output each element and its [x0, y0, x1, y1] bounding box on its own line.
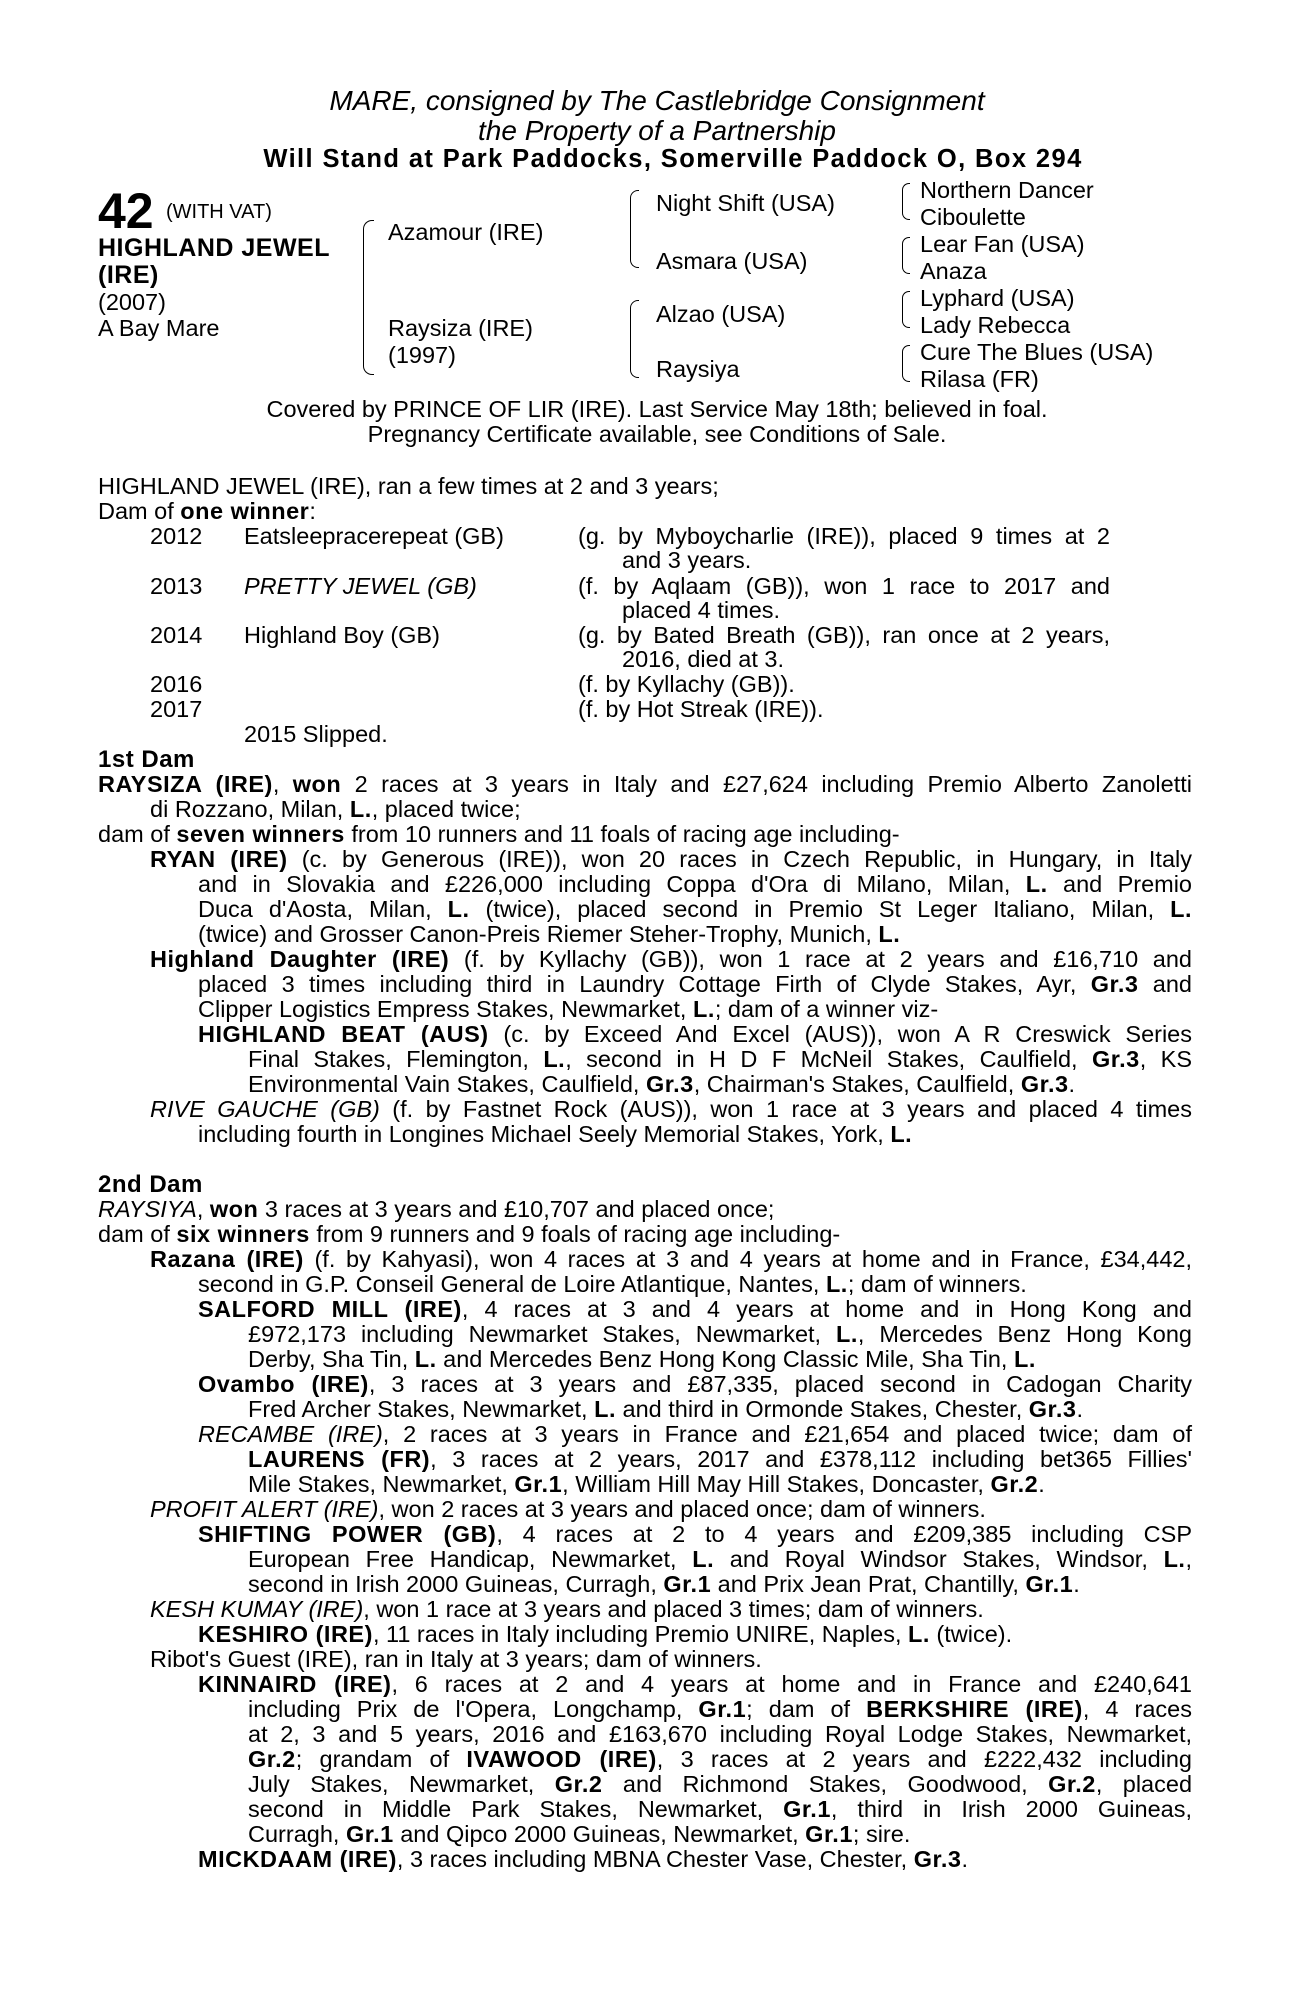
grade: L.: [825, 1271, 848, 1297]
t: .: [961, 1846, 968, 1872]
t: ; grandam of: [295, 1746, 467, 1772]
t: Final Stakes, Flemington,: [248, 1046, 544, 1072]
produce-year: 2013: [150, 573, 203, 599]
grade: Gr.2: [554, 1771, 603, 1797]
pedigree-bracket-main: [363, 220, 374, 375]
horse-name: RECAMBE (IRE): [198, 1421, 383, 1447]
horse-name: KESHIRO (IRE): [198, 1621, 373, 1647]
produce-year: 2017: [150, 696, 203, 722]
first-dam-heading: 1st Dam: [98, 746, 195, 773]
first-dam-line: [150, 847, 1192, 873]
t: July Stakes, Newmarket,: [248, 1771, 555, 1797]
second-dam-line: [198, 1847, 968, 1873]
t: including Prix de l'Opera, Longchamp,: [248, 1696, 699, 1722]
grade: Gr.1: [783, 1796, 831, 1822]
t: dam of: [98, 821, 177, 847]
grade: L.: [1025, 871, 1048, 897]
grade: L.: [836, 1321, 858, 1347]
t: ; dam of a winner viz-: [714, 996, 939, 1022]
second-dam-heading: 2nd Dam: [98, 1171, 203, 1198]
t: and: [1138, 971, 1192, 997]
second-dam-line: [198, 1672, 1192, 1698]
t: , Mercedes Benz Hong Kong: [857, 1321, 1192, 1347]
t: , 6 races at 2 and 4 years at home and in France and £240,641: [391, 1671, 1192, 1697]
grade: L.: [878, 921, 901, 947]
t: second in Middle Park Stakes, Newmarket,: [248, 1796, 784, 1822]
produce-intro: HIGHLAND JEWEL (IRE), ran a few times at 2 and 3 years;: [98, 473, 719, 499]
t: placed 3 times including third in Laundry Cottage Firth of Clyde Stakes, Ayr,: [198, 971, 1091, 997]
grade: L.: [908, 1621, 930, 1647]
t: (f. by Kahyasi), won 4 races at 3 and 4 years at home and in France, £34,442,: [303, 1246, 1192, 1272]
second-dam-line: [150, 1247, 1192, 1273]
horse-name: IVAWOOD (IRE): [466, 1746, 657, 1772]
grade: L.: [692, 1546, 715, 1572]
t: , 3 races including MBNA Chester Vase, Chester,: [396, 1846, 914, 1872]
t: , 3 races at 2 years, 2017 and £378,112 including bet365 Fillies': [430, 1446, 1192, 1472]
dam-of-colon: :: [309, 498, 316, 524]
t: di Rozzano, Milan,: [150, 796, 350, 822]
dam-year: (1997): [388, 342, 456, 368]
first-dam-line: [98, 772, 1192, 798]
sire-dam-sire: Lear Fan (USA): [920, 231, 1085, 257]
dam: Raysiza (IRE): [388, 315, 533, 341]
second-dam-line: [98, 1197, 774, 1223]
t: .: [1038, 1471, 1045, 1497]
t: (twice) and Grosser Canon-Preis Riemer Steher-Trophy, Munich,: [198, 921, 879, 947]
sire-sire-sire: Northern Dancer: [920, 177, 1094, 203]
stand-line: Will Stand at Park Paddocks, Somerville Paddock O, Box 294: [263, 145, 1083, 173]
horse-name: Ovambo (IRE): [198, 1371, 369, 1397]
t: second in Irish 2000 Guineas, Curragh,: [248, 1571, 664, 1597]
horse-name: Razana (IRE): [150, 1246, 304, 1272]
property-line: the Property of a Partnership: [478, 115, 836, 146]
pedigree-bracket-sire: [630, 190, 639, 268]
t: ,: [196, 1196, 210, 1222]
t: including fourth in Longines Michael Seely Memorial Stakes, York,: [198, 1121, 891, 1147]
t: , third in Irish 2000 Guineas,: [830, 1796, 1192, 1822]
first-dam-line: [198, 997, 938, 1023]
t: (f. by Kyllachy (GB)), won 1 race at 2 years and £16,710 and: [449, 946, 1193, 972]
grade: L.: [594, 1396, 616, 1422]
second-dam-line: [248, 1822, 910, 1848]
t: .: [1068, 1071, 1076, 1097]
t: Mile Stakes, Newmarket,: [248, 1471, 515, 1497]
horse-name: BERKSHIRE (IRE): [866, 1696, 1083, 1722]
t: Environmental Vain Stakes, Caulfield,: [248, 1071, 646, 1097]
dam-of-line: [98, 499, 316, 525]
sire-sire: Night Shift (USA): [656, 190, 835, 216]
t: , placed twice;: [371, 796, 521, 822]
horse-name: RYAN (IRE): [150, 846, 288, 872]
sire-sire-dam: Ciboulette: [920, 204, 1026, 230]
first-dam-line: [150, 1097, 1192, 1123]
won-label: won: [292, 771, 342, 797]
grade: Gr.1: [1025, 1571, 1074, 1597]
dam-sire-dam: Lady Rebecca: [920, 312, 1071, 338]
grade: Gr.2: [990, 1471, 1039, 1497]
t: and Premio: [1047, 871, 1192, 897]
t: , 3 races at 2 years and £222,432 including: [656, 1746, 1192, 1772]
first-dam-line: [98, 822, 900, 848]
second-dam-line: [248, 1747, 1192, 1773]
grade: L.: [447, 896, 470, 922]
winner-count: seven winners: [176, 821, 345, 847]
second-dam-line: [248, 1447, 1192, 1473]
t: (twice), placed second in Premio St Leger Italiano, Milan,: [469, 896, 1171, 922]
second-dam-line: [198, 1522, 1192, 1548]
horse-name: PROFIT ALERT (IRE): [150, 1496, 379, 1522]
second-dam-line: [248, 1322, 1192, 1348]
first-dam-line: [248, 1047, 1192, 1073]
second-dam-line: [198, 1297, 1192, 1323]
t: dam of: [98, 1221, 177, 1247]
t: 3 races at 3 years and £10,707 and placed once;: [258, 1196, 775, 1222]
t: and Qipco 2000 Guineas, Newmarket,: [393, 1821, 806, 1847]
t: .: [1073, 1571, 1080, 1597]
grade: L.: [349, 796, 372, 822]
t: £972,173 including Newmarket Stakes, Newmarket,: [248, 1321, 837, 1347]
t: ; dam of winners.: [847, 1271, 1027, 1297]
second-dam-line: Ribot's Guest (IRE), ran in Italy at 3 years; dam of winners.: [150, 1646, 762, 1672]
t: ,: [1185, 1546, 1192, 1572]
t: , won 2 races at 3 years and placed once; dam of winners.: [378, 1496, 986, 1522]
t: .: [1076, 1396, 1084, 1422]
dam-dam-dam: Rilasa (FR): [920, 366, 1039, 392]
horse-country: (IRE): [98, 261, 159, 289]
t: Curragh,: [248, 1821, 346, 1847]
sire-dam: Asmara (USA): [656, 248, 808, 274]
produce-desc: (g. by Myboycharlie (IRE)), placed 9 times at 2: [578, 523, 1110, 549]
t: and Prix Jean Prat, Chantilly,: [711, 1571, 1026, 1597]
slipped-note: 2015 Slipped.: [244, 721, 388, 747]
second-dam-line: [198, 1422, 1192, 1448]
grade: Gr.3: [1091, 1046, 1140, 1072]
grade: Gr.1: [514, 1471, 563, 1497]
pedigree-bracket-g4: [902, 345, 910, 382]
t: (c. by Generous (IRE)), won 20 races in Czech Republic, in Hungary, in Italy: [287, 846, 1192, 872]
grade: Gr.1: [345, 1821, 394, 1847]
grade: Gr.1: [805, 1821, 853, 1847]
dam-dam: Raysiya: [656, 356, 740, 382]
produce-name: Eatsleepracerepeat (GB): [244, 523, 504, 549]
t: and Richmond Stakes, Goodwood,: [602, 1771, 1049, 1797]
second-dam-line: [248, 1547, 1192, 1573]
second-dam-line: [248, 1797, 1192, 1823]
pedigree-bracket-dam: [630, 300, 639, 378]
grade: L.: [414, 1346, 437, 1372]
grade: Gr.2: [1048, 1771, 1096, 1797]
first-dam-line: [150, 947, 1192, 973]
second-dam-line: [248, 1772, 1192, 1798]
pedigree-bracket-g1: [902, 183, 910, 220]
second-dam-line: [150, 1497, 986, 1523]
horse-name: LAURENS (FR): [248, 1446, 431, 1472]
grade: Gr.3: [645, 1071, 694, 1097]
dam-sire: Alzao (USA): [656, 301, 786, 327]
pedigree-bracket-g2: [902, 237, 910, 274]
first-dam-line: [150, 797, 521, 823]
t: Clipper Logistics Empress Stakes, Newmarket,: [198, 996, 693, 1022]
t: at 2, 3 and 5 years, 2016 and £163,670 including Royal Lodge Stakes, Newmarket,: [248, 1721, 1192, 1747]
first-dam-line: [198, 897, 1192, 923]
dam-dam-sire: Cure The Blues (USA): [920, 339, 1154, 365]
grade: Gr.3: [1020, 1071, 1069, 1097]
t: , second in H D F McNeil Stakes, Caulfield,: [565, 1046, 1092, 1072]
pregnancy-note: Pregnancy Certificate available, see Conditions of Sale.: [367, 421, 947, 447]
grade: L.: [692, 996, 715, 1022]
winner-count: six winners: [176, 1221, 310, 1247]
horse-name: SALFORD MILL (IRE): [198, 1296, 462, 1322]
second-dam-line: [248, 1572, 1080, 1598]
horse-name: MICKDAAM (IRE): [198, 1846, 397, 1872]
second-dam-line: [248, 1397, 1083, 1423]
produce-name: PRETTY JEWEL (GB): [244, 573, 477, 599]
horse-name: SHIFTING POWER (GB): [198, 1521, 497, 1547]
grade: Gr.2: [248, 1746, 296, 1772]
produce-desc-cont: placed 4 times.: [622, 597, 781, 623]
t: , William Hill May Hill Stakes, Doncaster,: [562, 1471, 991, 1497]
consignor-line: MARE, consigned by The Castlebridge Consignment: [329, 85, 985, 116]
t: , Chairman's Stakes, Caulfield,: [693, 1071, 1021, 1097]
grade: L.: [1014, 1346, 1036, 1372]
t: , 11 races in Italy including Premio UNIRE, Naples,: [372, 1621, 908, 1647]
t: and in Slovakia and £226,000 including Coppa d'Ora di Milano, Milan,: [198, 871, 1026, 897]
produce-year: 2016: [150, 671, 203, 697]
produce-name: Highland Boy (GB): [244, 622, 440, 648]
t: (twice).: [929, 1621, 1013, 1647]
t: Fred Archer Stakes, Newmarket,: [248, 1396, 595, 1422]
horse-description: A Bay Mare: [98, 315, 220, 341]
dam-name: RAYSIZA (IRE): [98, 771, 273, 797]
t: 2 races at 3 years in Italy and £27,624 including Premio Alberto Zanoletti: [341, 771, 1192, 797]
dam-of-text: Dam of: [98, 498, 181, 524]
t: Derby, Sha Tin,: [248, 1346, 415, 1372]
grade: Gr.3: [1028, 1396, 1077, 1422]
t: , 2 races at 3 years in France and £21,654 and placed twice; dam of: [382, 1421, 1192, 1447]
grade: L.: [1170, 896, 1192, 922]
sire: Azamour (IRE): [388, 219, 544, 245]
produce-desc: (f. by Aqlaam (GB)), won 1 race to 2017 and: [578, 573, 1110, 599]
produce-desc: (f. by Hot Streak (IRE)).: [578, 696, 824, 722]
first-dam-line: [198, 1022, 1192, 1048]
t: and Mercedes Benz Hong Kong Classic Mile, Sha Tin,: [436, 1346, 1014, 1372]
t: ,: [272, 771, 293, 797]
t: (c. by Exceed And Excel (AUS)), won A R Creswick Series: [488, 1021, 1193, 1047]
second-dam-line: [248, 1697, 1192, 1723]
second-dam-line: [150, 1597, 984, 1623]
won-label: won: [209, 1196, 259, 1222]
t: , won 1 race at 3 years and placed 3 times; dam of winners.: [363, 1596, 984, 1622]
dam-name: RAYSIYA: [98, 1196, 197, 1222]
sire-dam-dam: Anaza: [920, 258, 987, 284]
second-dam-line: [198, 1272, 1027, 1298]
second-dam-line: [198, 1372, 1192, 1398]
foaling-year: (2007): [98, 289, 166, 315]
dam-sire-sire: Lyphard (USA): [920, 285, 1075, 311]
lot-number: 42: [98, 183, 154, 239]
first-dam-line: [198, 922, 900, 948]
second-dam-line: [98, 1222, 840, 1248]
winner-count: one winner: [180, 498, 310, 524]
t: , 4 races at 3 and 4 years at home and in Hong Kong and: [461, 1296, 1192, 1322]
t: ; sire.: [852, 1821, 911, 1847]
horse-name: RIVE GAUCHE (GB): [150, 1096, 380, 1122]
grade: Gr.1: [663, 1571, 712, 1597]
grade: L.: [1163, 1546, 1186, 1572]
first-dam-line: [198, 972, 1192, 998]
grade: Gr.1: [698, 1696, 747, 1722]
produce-year: 2014: [150, 622, 203, 648]
covered-note: Covered by PRINCE OF LIR (IRE). Last Service May 18th; believed in foal.: [266, 396, 1048, 422]
grade: L.: [890, 1121, 913, 1147]
horse-name: KESH KUMAY (IRE): [150, 1596, 364, 1622]
t: second in G.P. Conseil General de Loire Atlantique, Nantes,: [198, 1271, 826, 1297]
produce-desc-cont: and 3 years.: [622, 547, 752, 573]
t: , 4 races: [1082, 1696, 1192, 1722]
produce-desc-cont: 2016, died at 3.: [622, 646, 785, 672]
t: European Free Handicap, Newmarket,: [248, 1546, 693, 1572]
t: , placed: [1095, 1771, 1193, 1797]
second-dam-line: [248, 1347, 1036, 1373]
t: Duca d'Aosta, Milan,: [198, 896, 448, 922]
t: , KS: [1139, 1046, 1192, 1072]
first-dam-line: [198, 872, 1192, 898]
produce-desc: (f. by Kyllachy (GB)).: [578, 671, 795, 697]
grade: Gr.3: [913, 1846, 962, 1872]
pedigree-bracket-g3: [902, 291, 910, 328]
first-dam-line: [198, 1122, 912, 1148]
second-dam-line: [248, 1722, 1192, 1748]
t: ; dam of: [746, 1696, 867, 1722]
t: (f. by Fastnet Rock (AUS)), won 1 race at 3 years and placed 4 times: [379, 1096, 1192, 1122]
t: , 3 races at 3 years and £87,335, placed second in Cadogan Charity: [368, 1371, 1192, 1397]
horse-name: Highland Daughter (IRE): [150, 946, 450, 972]
t: and third in Ormonde Stakes, Chester,: [615, 1396, 1029, 1422]
t: and Royal Windsor Stakes, Windsor,: [714, 1546, 1164, 1572]
grade: Gr.3: [1090, 971, 1139, 997]
horse-name: HIGHLAND BEAT (AUS): [198, 1021, 489, 1047]
grade: L.: [543, 1046, 566, 1072]
horse-name: KINNAIRD (IRE): [198, 1671, 392, 1697]
horse-name: HIGHLAND JEWEL: [98, 234, 330, 262]
second-dam-line: [248, 1472, 1045, 1498]
produce-year: 2012: [150, 523, 203, 549]
t: from 9 runners and 9 foals of racing age including-: [309, 1221, 841, 1247]
produce-desc: (g. by Bated Breath (GB)), ran once at 2 years,: [578, 622, 1110, 648]
t: from 10 runners and 11 foals of racing age including-: [344, 821, 900, 847]
first-dam-line: [248, 1072, 1075, 1098]
second-dam-line: [198, 1622, 1012, 1648]
t: , 4 races at 2 to 4 years and £209,385 including CSP: [496, 1521, 1192, 1547]
vat-note: (WITH VAT): [166, 201, 272, 223]
